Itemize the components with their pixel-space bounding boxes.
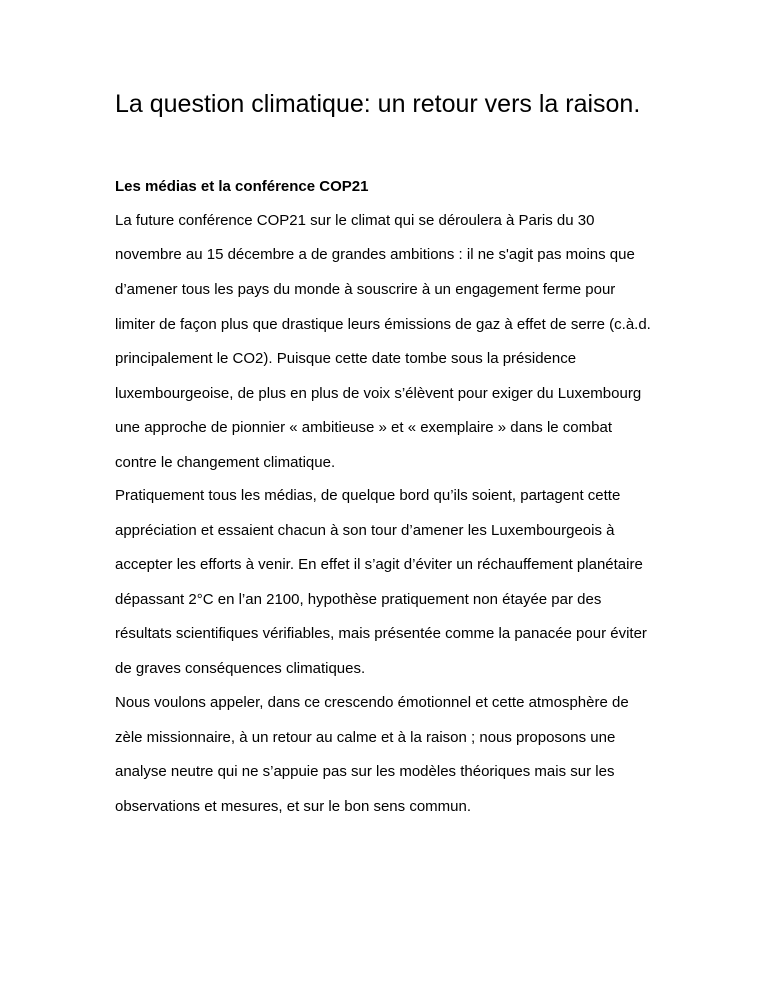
body-text-line: contre le changement climatique.	[115, 454, 336, 471]
body-text-line: novembre au 15 décembre a de grandes ambitions : il ne s'agit pas moins que	[115, 246, 635, 263]
document-title: La question climatique: un retour vers la raison.	[115, 90, 641, 118]
body-text-line: accepter les efforts à venir. En effet il s’agit d’éviter un réchauffement planétaire	[115, 556, 643, 573]
section-heading: Les médias et la conférence COP21	[115, 178, 369, 195]
body-text-line: résultats scientifiques vérifiables, mais présentée comme la panacée pour éviter	[115, 625, 647, 642]
body-text-line: zèle missionnaire, à un retour au calme et à la raison ; nous proposons une	[115, 729, 616, 746]
body-text-line: d’amener tous les pays du monde à souscrire à un engagement ferme pour	[115, 281, 616, 298]
body-text-line: Pratiquement tous les médias, de quelque bord qu’ils soient, partagent cette	[115, 487, 621, 504]
body-text-line: limiter de façon plus que drastique leurs émissions de gaz à effet de serre (c.à.d.	[115, 316, 651, 333]
body-text-line: analyse neutre qui ne s’appuie pas sur les modèles théoriques mais sur les	[115, 763, 615, 780]
body-text-line: dépassant 2°C en l’an 2100, hypothèse pratiquement non étayée par des	[115, 591, 602, 608]
body-text-line: appréciation et essaient chacun à son tour d’amener les Luxembourgeois à	[115, 522, 615, 539]
body-text-line: principalement le CO2). Puisque cette date tombe sous la présidence	[115, 350, 577, 367]
body-text-line: La future conférence COP21 sur le climat qui se déroulera à Paris du 30	[115, 212, 595, 229]
body-text-line: une approche de pionnier « ambitieuse » et « exemplaire » dans le combat	[115, 419, 612, 436]
body-text-line: observations et mesures, et sur le bon sens commun.	[115, 798, 472, 815]
body-text-line: luxembourgeoise, de plus en plus de voix s’élèvent pour exiger du Luxembourg	[115, 385, 642, 402]
body-text-line: Nous voulons appeler, dans ce crescendo émotionnel et cette atmosphère de	[115, 694, 629, 711]
body-text-line: de graves conséquences climatiques.	[115, 660, 366, 677]
